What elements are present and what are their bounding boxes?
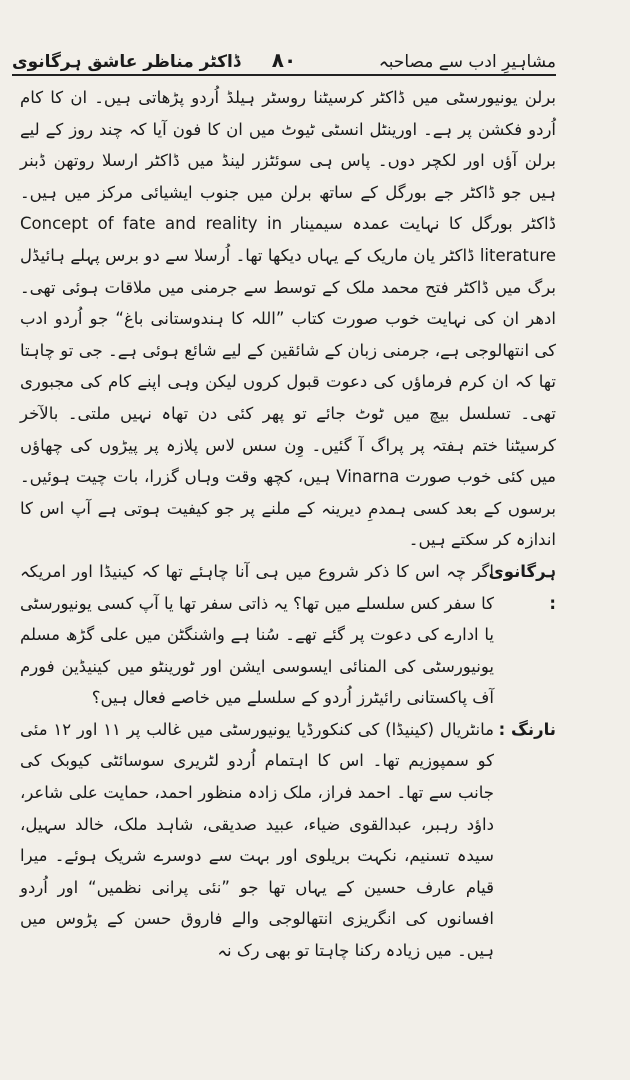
english-seminar-title: Concept of fate and reality in literature xyxy=(20,214,557,265)
paragraph-continuation xyxy=(20,82,556,556)
paragraph-text-2: ڈاکٹر یان ماریک کے یہاں دیکھا تھا۔ اُرسلا سے دو برس پہلے ہائیڈل برگ میں ڈاکٹر فتح محمد ملک کے توسط سے جرمنی میں ملاقات ہوئی تھی۔ ادھر ان کی نہایت خوب صورت کتاب ”اللہ کا ہندوستانی باغ“ جو اُردو ادب کی انتھالوجی ہے، جرمنی زبان کے شائقین کے لیے شائع ہوئی ہے۔ جی تو چاہتا تھا کہ ان کرم فرماؤں کی دعوت قبول کروں لیکن وہی اپنے کام کی مجبوری تھی۔ تسلسل بیچ میں ٹوٹ جائے تو پھر کئی دن تھاہ نہیں ملتی۔ بالآخر کرسیٹنا ختم ہفتہ پر پراگ آ گئیں۔ وِن سس لاس پلازہ پر پیڑوں کی چھاؤں میں کئی خوب صورت xyxy=(20,245,556,487)
running-header xyxy=(12,40,556,76)
answer-block xyxy=(20,714,556,967)
speaker-narang: نارنگ : xyxy=(498,719,556,739)
page-body xyxy=(20,82,556,967)
speaker-harganvi: ہرگانوی : xyxy=(488,561,556,613)
english-vinarna: Vinarna xyxy=(336,467,400,487)
paragraph-text-3: ہیں، کچھ وقت وہاں گزرا، بات چیت ہوئیں۔ برسوں کے بعد کسی ہمدمِ دیرینہ کے ملنے پر جو کیفیت ہوتی ہے آپ اس کا اندازہ کر سکتے ہیں۔ xyxy=(20,467,556,550)
paragraph-text-1: برلن یونیورسٹی میں ڈاکٹر کرسیٹنا روسٹر ہیلڈ اُردو پڑھاتی ہیں۔ ان کا کام اُردو فکشن پر ہے۔ اورینٹل انسٹی ٹیوٹ میں ان کا فون آیا کہ چند روز کے لیے برلن آؤں اور لکچر دوں۔ پاس ہی سوئٹزر لینڈ میں ڈاکٹر ارسلا روتھن ڈبنر ہیں جو ڈاکٹر جے بورگل کے ساتھ برلن میں جنوب ایشیائی مرکز میں ہیں۔ ڈاکٹر بورگل کا نہایت عمدہ سیمینار xyxy=(20,88,556,234)
question-text: اگر چہ اس کا ذکر شروع میں ہی آنا چاہئے تھا کہ کینیڈا اور امریکہ کا سفر کس سلسلے میں تھا؟ یہ ذاتی سفر تھا یا آپ کسی یونیورسٹی یا ادارے کی دعوت پر گئے تھے۔ سُنا ہے واشنگٹن میں علی گڑھ مسلم یونیورسٹی کی المنائی ایسوسی ایشن اور ٹورینٹو میں کینیڈین فورم آف پاکستانی رائیٹرز اُردو کے سلسلے میں خاصے فعال ہیں؟ xyxy=(20,561,494,708)
page-number: ۸۰ xyxy=(271,48,297,72)
question-block xyxy=(20,556,556,714)
answer-text: مانٹریال (کینیڈا) کی کنکورڈیا یونیورسٹی میں غالب پر ۱۱ اور ۱۲ مئی کو سمپوزیم تھا۔ اس کا اہتمام اُردو لٹریری سوسائٹی کیوبک کی جانب سے تھا۔ احمد فراز، ملک زادہ منظور احمد، حمایت علی شاعر، داؤد رہبر، عبدالقوی ضیاء، عبید صدیقی، شاہد ملک، خالد سہیل، سیدہ تسنیم، نکہت بریلوی اور بہت سے دوسرے شریک ہوئے۔ میرا قیام عارف حسین کے یہاں تھا جو ”نئی پرانی نظمیں“ اور اُردو افسانوں کی انگریزی انتھالوجی والے فاروق حسن کے پڑوس میں ہیں۔ میں زیادہ رکنا چاہتا تو بھی رک نہ xyxy=(20,719,494,961)
header-book-title: مشاہیرِ ادب سے مصاحبہ xyxy=(378,52,556,72)
header-author: ڈاکٹر مناظر عاشق ہرگانوی xyxy=(12,52,241,72)
